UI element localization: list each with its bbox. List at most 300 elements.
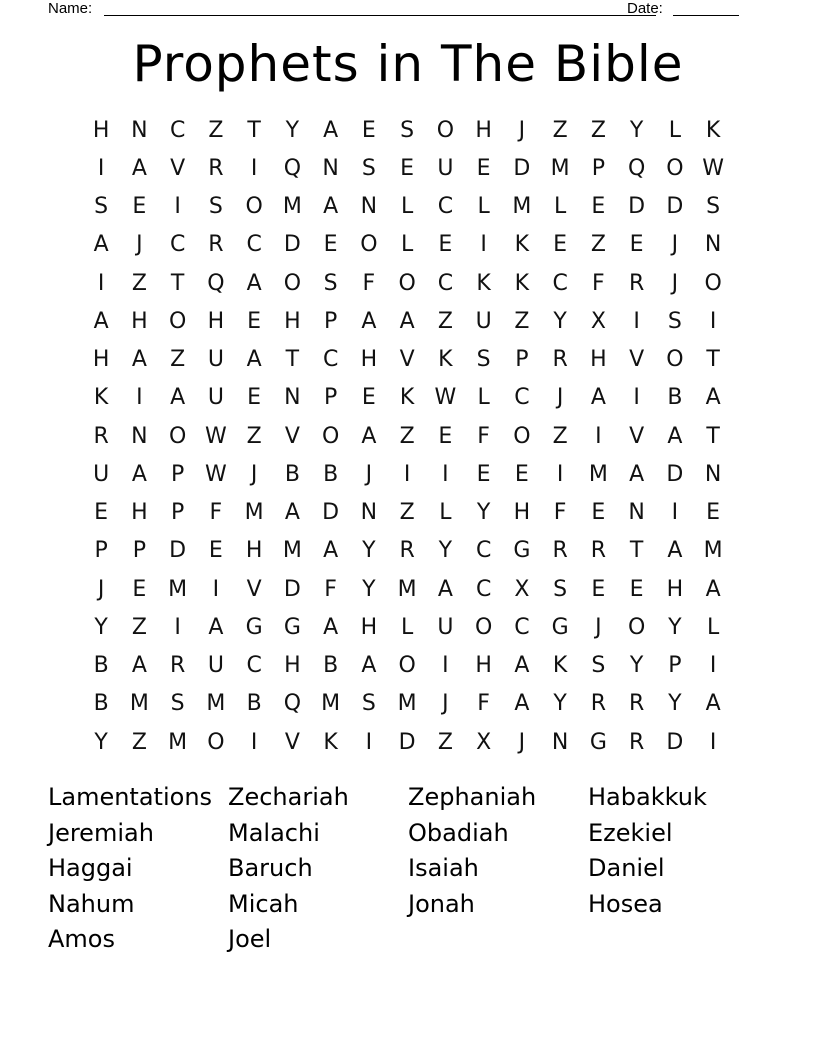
grid-cell: Z	[246, 423, 262, 449]
grid-cell: X	[476, 729, 492, 755]
grid-cell: Y	[668, 614, 682, 640]
grid-cell: M	[206, 691, 226, 717]
grid-cell: R	[552, 347, 568, 373]
name-label: Name:	[48, 0, 93, 17]
grid-cell: A	[361, 308, 377, 334]
grid-cell: R	[590, 691, 607, 717]
grid-cell: T	[285, 347, 300, 373]
grid-cell: W	[204, 461, 227, 487]
grid-cell: A	[667, 538, 683, 564]
grid-cell: U	[475, 308, 492, 334]
grid-cell: O	[704, 270, 722, 296]
grid-cell: A	[131, 653, 147, 679]
grid-cell: V	[399, 347, 415, 373]
grid-cell: C	[475, 538, 492, 564]
grid-cell: P	[170, 461, 185, 487]
grid-cell: Q	[627, 155, 646, 181]
grid-cell: D	[322, 500, 340, 526]
grid-cell: K	[476, 270, 491, 296]
grid-cell: S	[361, 155, 376, 181]
grid-cell: U	[207, 653, 224, 679]
grid-cell: K	[399, 385, 415, 411]
grid-cell: Z	[590, 232, 606, 258]
grid-cell: H	[131, 500, 148, 526]
grid-cell: J	[136, 232, 143, 258]
grid-cell: B	[323, 653, 339, 679]
grid-cell: B	[93, 691, 109, 717]
grid-cell: K	[552, 653, 568, 679]
grid-cell: S	[170, 691, 185, 717]
grid-cell: C	[322, 347, 339, 373]
grid-cell: P	[668, 653, 682, 679]
grid-cell: E	[132, 576, 147, 602]
grid-cell: O	[398, 653, 416, 679]
grid-cell: A	[323, 194, 339, 220]
grid-cell: Y	[285, 117, 300, 143]
grid-cell: I	[250, 155, 258, 181]
grid-cell: M	[282, 538, 302, 564]
grid-cell: P	[515, 347, 529, 373]
grid-cell: D	[513, 155, 531, 181]
grid-cell: H	[284, 653, 301, 679]
grid-cell: I	[365, 729, 373, 755]
grid-cell: U	[207, 385, 224, 411]
grid-cell: K	[705, 117, 721, 143]
grid-cell: G	[283, 614, 301, 640]
grid-cell: I	[633, 385, 640, 411]
grid-cell: D	[283, 232, 301, 258]
grid-cell: V	[284, 729, 300, 755]
grid-cell: M	[168, 576, 188, 602]
grid-cell: P	[94, 538, 108, 564]
grid-cell: I	[403, 461, 411, 487]
grid-cell: E	[476, 155, 491, 181]
grid-cell: A	[705, 385, 721, 411]
word-bank-item: Habakkuk	[588, 783, 707, 811]
grid-cell: R	[552, 538, 568, 564]
grid-cell: I	[709, 653, 717, 679]
grid-cell: Y	[553, 691, 567, 717]
grid-cell: A	[667, 423, 683, 449]
grid-cell: R	[208, 232, 224, 258]
grid-cell: E	[591, 576, 606, 602]
grid-cell: T	[706, 423, 720, 449]
grid-cell: S	[591, 653, 606, 679]
grid-cell: A	[246, 347, 262, 373]
grid-cell: S	[208, 194, 223, 220]
grid-cell: F	[592, 270, 605, 296]
grid-cell: C	[246, 232, 262, 258]
grid-cell: H	[207, 308, 225, 334]
grid-cell: B	[93, 653, 109, 679]
grid-cell: J	[442, 691, 449, 717]
grid-cell: Z	[514, 308, 530, 334]
grid-cell: U	[207, 347, 224, 373]
grid-cell: E	[208, 538, 223, 564]
grid-cell: G	[589, 729, 607, 755]
grid-cell: R	[628, 270, 645, 296]
grid-cell: L	[400, 232, 414, 258]
grid-cell: F	[324, 576, 337, 602]
grid-cell: L	[439, 500, 452, 526]
grid-cell: E	[94, 500, 109, 526]
grid-cell: N	[704, 461, 722, 487]
grid-cell: M	[588, 461, 608, 487]
word-bank-item: Malachi	[228, 818, 320, 847]
grid-cell: A	[131, 461, 147, 487]
grid-cell: E	[476, 461, 491, 487]
grid-cell: L	[400, 194, 414, 220]
grid-cell: L	[668, 117, 681, 143]
grid-cell: R	[590, 538, 607, 564]
grid-cell: O	[360, 232, 378, 258]
grid-cell: A	[323, 614, 339, 640]
grid-cell: H	[666, 576, 684, 602]
grid-cell: D	[666, 194, 684, 220]
grid-cell: N	[322, 155, 339, 181]
grid-cell: C	[437, 270, 454, 296]
word-bank-item: Daniel	[588, 854, 665, 882]
grid-cell: X	[590, 308, 606, 334]
grid-cell: H	[131, 308, 148, 334]
word-bank-item: Micah	[228, 889, 299, 918]
grid-cell: O	[283, 270, 302, 296]
grid-cell: A	[361, 423, 377, 449]
grid-cell: Y	[629, 653, 644, 679]
word-bank-item: Lamentations	[48, 783, 213, 811]
grid-cell: A	[590, 385, 606, 411]
grid-cell: A	[361, 653, 377, 679]
grid-cell: D	[666, 461, 684, 487]
grid-cell: A	[705, 691, 721, 717]
grid-cell: D	[666, 729, 684, 755]
grid-cell: D	[628, 194, 646, 220]
grid-cell: V	[629, 423, 645, 449]
grid-cell: P	[132, 538, 147, 564]
grid-cell: O	[513, 423, 531, 449]
grid-cell: I	[709, 729, 717, 755]
grid-cell: X	[514, 576, 530, 602]
grid-cell: A	[246, 270, 262, 296]
grid-cell: E	[361, 385, 376, 411]
grid-cell: D	[398, 729, 416, 755]
grid-cell: M	[550, 155, 570, 181]
grid-cell: Q	[207, 270, 225, 296]
grid-cell: Q	[283, 691, 302, 717]
grid-cell: M	[321, 691, 341, 717]
grid-cell: M	[512, 194, 532, 220]
grid-cell: Y	[553, 308, 567, 334]
grid-cell: E	[438, 423, 453, 449]
grid-cell: Z	[437, 308, 453, 334]
grid-cell: B	[323, 461, 339, 487]
grid-cell: O	[436, 117, 455, 143]
grid-cell: I	[212, 576, 220, 602]
grid-cell: M	[282, 194, 302, 220]
grid-cell: A	[93, 308, 109, 334]
grid-cell: L	[400, 614, 414, 640]
grid-cell: Y	[94, 614, 108, 640]
grid-cell: A	[284, 500, 300, 526]
grid-cell: B	[284, 461, 300, 487]
grid-cell: S	[667, 308, 682, 334]
grid-cell: Z	[131, 729, 147, 755]
grid-cell: I	[136, 385, 143, 411]
grid-cell: F	[477, 691, 490, 717]
grid-cell: I	[97, 155, 105, 181]
grid-cell: O	[207, 729, 225, 755]
grid-cell: E	[400, 155, 415, 181]
grid-cell: H	[360, 614, 378, 640]
grid-cell: O	[245, 194, 263, 220]
grid-cell: J	[518, 117, 526, 143]
grid-cell: E	[132, 194, 147, 220]
grid-cell: M	[168, 729, 188, 755]
grid-cell: J	[365, 461, 373, 487]
grid-cell: M	[703, 538, 723, 564]
grid-cell: I	[633, 308, 640, 334]
grid-cell: P	[591, 155, 606, 181]
grid-cell: W	[434, 385, 457, 411]
grid-cell: Z	[437, 729, 453, 755]
grid-cell: C	[169, 232, 186, 258]
grid-cell: E	[514, 461, 529, 487]
grid-cell: E	[591, 500, 606, 526]
grid-cell: I	[480, 232, 487, 258]
grid-cell: O	[474, 614, 493, 640]
grid-cell: G	[551, 614, 569, 640]
grid-cell: G	[513, 538, 531, 564]
grid-cell: H	[475, 117, 492, 143]
grid-cell: R	[628, 691, 645, 717]
grid-cell: G	[245, 614, 263, 640]
grid-cell: J	[250, 461, 258, 487]
grid-cell: R	[169, 653, 186, 679]
grid-cell: N	[131, 423, 148, 449]
page-title: Prophets in The Bible	[132, 35, 684, 93]
grid-cell: J	[671, 270, 679, 296]
grid-cell: D	[283, 576, 301, 602]
grid-cell: R	[399, 538, 415, 564]
grid-cell: N	[284, 385, 301, 411]
grid-cell: O	[168, 423, 187, 449]
grid-cell: H	[92, 347, 110, 373]
grid-cell: S	[323, 270, 338, 296]
grid-cell: O	[398, 270, 416, 296]
grid-cell: Z	[399, 500, 415, 526]
grid-cell: J	[97, 576, 105, 602]
grid-cell: Z	[131, 270, 147, 296]
grid-cell: S	[361, 691, 376, 717]
grid-cell: H	[245, 538, 263, 564]
grid-cell: M	[397, 691, 417, 717]
grid-cell: V	[284, 423, 300, 449]
grid-cell: I	[556, 461, 564, 487]
grid-cell: E	[629, 232, 644, 258]
grid-cell: E	[591, 194, 606, 220]
grid-cell: K	[93, 385, 109, 411]
grid-cell: Y	[438, 538, 453, 564]
grid-cell: N	[551, 729, 569, 755]
grid-cell: Q	[283, 155, 302, 181]
grid-cell: A	[514, 691, 530, 717]
grid-cell: B	[667, 385, 683, 411]
grid-cell: Z	[399, 423, 415, 449]
grid-cell: A	[323, 538, 339, 564]
grid-cell: U	[437, 614, 454, 640]
grid-cell: S	[553, 576, 568, 602]
grid-cell: F	[553, 500, 567, 526]
word-bank-item: Isaiah	[408, 854, 479, 882]
grid-cell: H	[284, 308, 301, 334]
grid-cell: E	[247, 308, 262, 334]
word-bank-item: Haggai	[48, 854, 133, 882]
grid-cell: O	[666, 347, 684, 373]
grid-cell: I	[442, 461, 449, 487]
grid-cell: T	[170, 270, 185, 296]
grid-cell: T	[247, 117, 261, 143]
grid-cell: Z	[131, 614, 147, 640]
word-search-grid	[82, 111, 732, 761]
grid-cell: U	[93, 461, 110, 487]
grid-cell: Z	[552, 117, 568, 143]
grid-cell: J	[556, 385, 564, 411]
grid-cell: T	[629, 538, 644, 564]
grid-cell: K	[323, 729, 338, 755]
word-bank-item: Zephaniah	[408, 783, 537, 811]
grid-cell: A	[131, 347, 147, 373]
grid-cell: Y	[476, 500, 491, 526]
grid-cell: E	[323, 232, 338, 258]
word-bank-item: Amos	[48, 925, 115, 953]
grid-cell: H	[475, 653, 492, 679]
grid-cell: H	[513, 500, 531, 526]
word-bank-item: Zechariah	[228, 783, 349, 811]
grid-cell: C	[514, 385, 530, 411]
grid-cell: R	[208, 155, 224, 181]
grid-cell: C	[475, 576, 492, 602]
grid-cell: C	[169, 117, 186, 143]
grid-cell: Z	[590, 117, 606, 143]
grid-cell: A	[514, 653, 530, 679]
grid-cell: N	[131, 117, 148, 143]
grid-cell: N	[628, 500, 645, 526]
grid-cell: I	[595, 423, 602, 449]
grid-cell: N	[704, 232, 722, 258]
grid-cell: Y	[362, 538, 376, 564]
grid-cell: H	[590, 347, 607, 373]
grid-cell: A	[93, 232, 109, 258]
grid-cell: H	[92, 117, 110, 143]
grid-cell: E	[438, 232, 453, 258]
grid-cell: Z	[208, 117, 224, 143]
grid-cell: C	[552, 270, 568, 296]
word-bank-item: Nahum	[48, 889, 135, 918]
grid-cell: P	[323, 308, 338, 334]
grid-cell: Y	[668, 691, 682, 717]
grid-cell: Y	[629, 117, 644, 143]
grid-cell: A	[437, 576, 453, 602]
grid-cell: C	[437, 194, 454, 220]
grid-cell: F	[209, 500, 223, 526]
grid-cell: L	[477, 194, 490, 220]
grid-cell: I	[671, 500, 679, 526]
grid-cell: A	[629, 461, 645, 487]
grid-cell: W	[702, 155, 724, 181]
grid-cell: E	[247, 385, 262, 411]
grid-cell: F	[362, 270, 376, 296]
grid-cell: A	[131, 155, 147, 181]
word-bank	[48, 779, 768, 957]
word-bank-item: Ezekiel	[588, 818, 673, 847]
grid-cell: Z	[170, 347, 186, 373]
grid-cell: K	[438, 347, 453, 373]
grid-cell: F	[477, 423, 490, 449]
grid-cell: D	[169, 538, 187, 564]
grid-cell: I	[97, 270, 105, 296]
grid-cell: S	[476, 347, 491, 373]
grid-cell: E	[553, 232, 568, 258]
grid-cell: N	[360, 194, 378, 220]
grid-cell: E	[629, 576, 644, 602]
grid-cell: R	[93, 423, 109, 449]
grid-cell: M	[129, 691, 149, 717]
grid-cell: P	[323, 385, 338, 411]
grid-cell: A	[399, 308, 415, 334]
grid-cell: I	[174, 194, 181, 220]
grid-cell: M	[397, 576, 417, 602]
grid-cell: A	[208, 614, 224, 640]
date-field-line	[673, 15, 739, 16]
grid-cell: O	[627, 614, 646, 640]
grid-cell: J	[671, 232, 679, 258]
word-bank-item: Obadiah	[408, 818, 509, 847]
word-bank-item: Baruch	[228, 854, 313, 882]
grid-cell: U	[437, 155, 454, 181]
grid-cell: R	[628, 729, 645, 755]
word-bank-item: Jeremiah	[48, 818, 154, 847]
grid-cell: J	[595, 614, 602, 640]
grid-cell: S	[706, 194, 721, 220]
grid-cell: Y	[94, 729, 108, 755]
grid-cell: C	[514, 614, 530, 640]
grid-cell: T	[706, 347, 720, 373]
header-row	[48, 0, 748, 20]
grid-cell: Y	[362, 576, 376, 602]
grid-cell: B	[246, 691, 262, 717]
date-label: Date:	[627, 0, 663, 17]
word-bank-item: Joel	[228, 925, 272, 953]
grid-cell: I	[250, 729, 258, 755]
grid-cell: I	[709, 308, 717, 334]
grid-cell: A	[705, 576, 721, 602]
grid-cell: A	[170, 385, 186, 411]
grid-cell: C	[246, 653, 262, 679]
grid-cell: V	[629, 347, 645, 373]
grid-cell: M	[244, 500, 264, 526]
grid-cell: A	[323, 117, 339, 143]
grid-cell: K	[514, 270, 530, 296]
grid-cell: L	[553, 194, 567, 220]
grid-cell: V	[246, 576, 262, 602]
word-bank-item: Jonah	[408, 889, 475, 918]
grid-cell: V	[170, 155, 186, 181]
grid-cell: L	[706, 614, 720, 640]
grid-cell: P	[170, 500, 185, 526]
grid-cell: O	[321, 423, 340, 449]
grid-cell: L	[477, 385, 490, 411]
grid-cell: I	[442, 653, 449, 679]
